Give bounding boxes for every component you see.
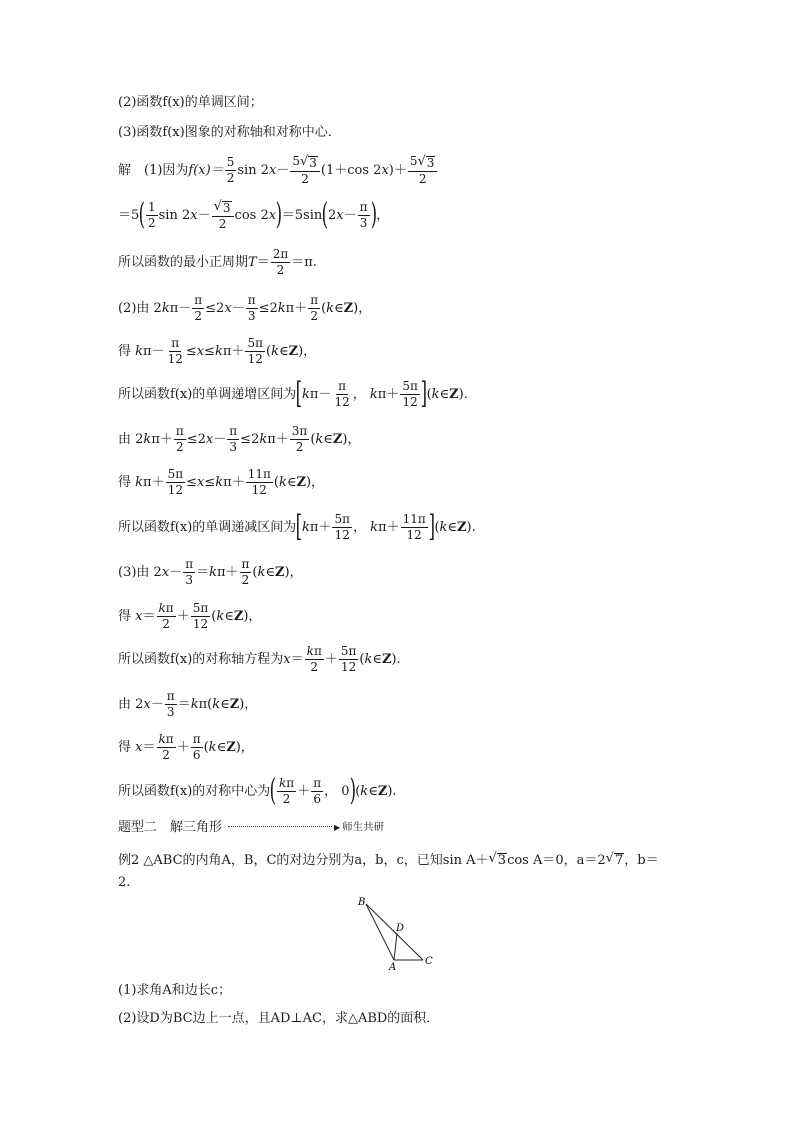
fraction: $\frac{11\pi}{12}$	[402, 511, 426, 542]
example-text: cos A＝0，a＝2	[507, 852, 606, 868]
solution-decreasing-interval	[118, 510, 704, 544]
solution-part-2-line-4	[118, 466, 704, 498]
section-heading	[118, 821, 704, 834]
fraction: $\frac{\pi}{3}$	[247, 292, 256, 323]
math: (k∈Z).	[355, 783, 397, 799]
sqrt-3: √ 3	[488, 851, 507, 869]
fraction: $\frac{\pi}{2}$	[310, 292, 319, 323]
fraction: $\frac{\pi}{12}$	[334, 378, 350, 409]
math: ＝kπ＋	[196, 564, 239, 580]
sqrt-7: √ 7	[605, 851, 624, 869]
solution-axis-of-symmetry	[118, 643, 704, 675]
example-question-2	[118, 1012, 704, 1025]
math: (k∈Z).	[434, 519, 476, 535]
math: ， kπ＋	[352, 386, 400, 402]
solution-part-2-line-2	[118, 335, 704, 367]
bracket: [	[295, 376, 303, 411]
paren: )	[349, 773, 356, 808]
example-question-1	[118, 984, 704, 997]
paren: )	[275, 197, 283, 232]
fraction: $\frac{5\pi}{12}$	[334, 511, 350, 542]
text: 所以函数的最小正周期	[118, 254, 249, 270]
fraction: $\frac{k\pi}{2}$	[279, 775, 295, 806]
dotted-leader	[228, 826, 332, 827]
math: ， 0	[324, 783, 350, 799]
math: (k∈Z).	[426, 386, 468, 402]
math: 2x－	[131, 696, 164, 712]
math: ＝5	[118, 207, 140, 223]
fraction: $\frac{2\pi}{2}$	[272, 246, 289, 277]
fraction: $\frac{\pi}{12}$	[167, 335, 183, 366]
math: ， kπ＋	[352, 519, 400, 535]
math: ＋	[324, 651, 338, 667]
section-title: 题型二 解三角形	[118, 820, 223, 835]
math: (k∈Z).	[359, 651, 401, 667]
math: ≤x≤kπ＋	[186, 474, 245, 490]
text: 所以函数f(x)的单调递减区间为	[118, 519, 297, 535]
solution-part-3-line-1	[118, 556, 704, 588]
fraction: $\frac{\pi}{6}$	[192, 731, 201, 762]
bracket: [	[295, 509, 303, 544]
fraction: $\frac{\pi}{3}$	[185, 556, 194, 587]
math: (k∈Z)，	[252, 564, 303, 580]
fraction: $\frac{\pi}{2}$	[194, 292, 203, 323]
text: 由	[118, 696, 132, 712]
math: kπ－	[302, 386, 332, 402]
math: ，	[376, 207, 390, 223]
paren: (	[321, 197, 329, 232]
math: ＝5sin	[281, 207, 323, 223]
example-text: 例2 △ABC的内角A，B，C的对边分别为a，b，c，已知sin A＋	[118, 852, 489, 868]
fraction: $\frac{5}{2}$	[226, 154, 235, 185]
text: 得	[118, 739, 132, 755]
solution-part-3-line-4	[118, 731, 704, 763]
arrow-right-icon: ▶	[334, 822, 341, 832]
solution-part-1-line-1	[118, 154, 704, 186]
fraction: $\frac{3\pi}{2}$	[291, 423, 308, 454]
bracket: ]	[420, 376, 427, 411]
fraction: 5 √ 3 2	[290, 155, 320, 185]
fraction: $\frac{5\pi}{12}$	[167, 466, 184, 497]
solution-part-2-line-3	[118, 423, 704, 455]
math: ≤2kπ＋	[258, 300, 308, 316]
math: (k∈Z)，	[273, 474, 325, 490]
label-b: B	[358, 897, 366, 908]
math: x＝	[135, 739, 156, 755]
fraction: $\frac{\pi}{2}$	[241, 556, 250, 587]
fraction: 5 √ 3 2	[408, 155, 438, 185]
paren: (	[269, 773, 277, 808]
text: 所以函数f(x)的对称中心为	[118, 783, 271, 799]
solution-part-1-line-2	[118, 198, 704, 232]
fraction: $\frac{k\pi}{2}$	[306, 643, 322, 674]
label-c: C	[425, 956, 433, 967]
fraction: √ 3 2	[212, 200, 234, 230]
solution-part-3-line-3	[118, 688, 704, 720]
text: 所以函数f(x)的单调递增区间为	[118, 386, 297, 402]
math: sin 2x－	[158, 207, 211, 223]
text: 解 (1)因为	[118, 162, 189, 178]
text: 由	[118, 431, 132, 447]
example-text: ，b＝	[624, 852, 659, 868]
text: f(x)＝	[188, 162, 224, 178]
text: (1)求角A和边长c；	[118, 983, 232, 998]
example-2-line-2	[118, 876, 704, 889]
text: (2)函数f(x)的单调区间；	[118, 95, 263, 110]
math: (k∈Z)，	[266, 343, 317, 359]
math: ≤2x－	[205, 300, 245, 316]
math: ≤2kπ＋	[240, 431, 289, 447]
fraction: $\frac{5\pi}{12}$	[402, 378, 418, 409]
text: 2.	[118, 875, 131, 890]
math: cos 2x	[234, 207, 277, 223]
math: (k∈Z)，	[321, 300, 372, 316]
math: ＋	[176, 608, 190, 624]
fraction: $\frac{1}{2}$	[148, 199, 156, 230]
fraction: $\frac{11\pi}{12}$	[247, 466, 271, 497]
math: (k∈Z)，	[310, 431, 361, 447]
text: (3)函数f(x)图象的对称轴和对称中心．	[118, 125, 341, 140]
math: ≤2x－	[186, 431, 227, 447]
math: kπ＋	[302, 519, 332, 535]
paren: )	[370, 197, 377, 232]
math: x＝	[135, 608, 156, 624]
section-tag: 师生共研	[342, 821, 385, 834]
bracket: ]	[428, 509, 435, 544]
fraction: $\frac{\pi}{3}$	[229, 423, 238, 454]
label-d: D	[396, 923, 405, 934]
question-part-2	[118, 96, 704, 109]
fraction: $\frac{5\pi}{12}$	[192, 600, 209, 631]
math: sin 2x－	[237, 162, 290, 178]
math: x＝	[283, 651, 304, 667]
solution-center-of-symmetry	[118, 774, 704, 808]
math: 2kπ＋	[131, 431, 173, 447]
math: ＋	[297, 783, 311, 799]
math: 2x－	[149, 564, 183, 580]
label-a: A	[389, 962, 397, 971]
math: ＝kπ(k∈Z)，	[177, 696, 258, 712]
paren: (	[138, 197, 146, 232]
math: kπ＋	[135, 474, 165, 490]
question-part-3	[118, 126, 704, 139]
math: (k∈Z)，	[211, 608, 262, 624]
math: kπ－	[135, 343, 165, 359]
math: 2kπ－	[149, 300, 192, 316]
solution-increasing-interval	[118, 377, 704, 411]
example-2-line-1	[118, 848, 704, 872]
solution-period	[118, 246, 704, 278]
solution-part-2-line-1	[118, 292, 704, 324]
text: 得	[118, 474, 132, 490]
fraction: $\frac{k\pi}{2}$	[158, 731, 174, 762]
math: ＝π.	[291, 254, 317, 270]
math: ＋	[176, 739, 190, 755]
solution-part-3-line-2	[118, 600, 704, 632]
math: (k∈Z)，	[203, 739, 254, 755]
fraction: $\frac{\pi}{3}$	[359, 199, 368, 230]
text: 得	[118, 343, 132, 359]
fraction: $\frac{k\pi}{2}$	[158, 600, 174, 631]
math: (1＋cos 2x)＋	[320, 162, 407, 178]
segment-ba	[366, 904, 394, 960]
text: 所以函数f(x)的对称轴方程为	[118, 651, 284, 667]
text: (2)由	[118, 300, 150, 316]
fraction: $\frac{\pi}{3}$	[166, 688, 175, 719]
text: 得	[118, 608, 132, 624]
segment-ad	[394, 933, 397, 960]
text: (2)设D为BC边上一点，且AD⊥AC，求△ABD的面积．	[118, 1011, 440, 1026]
math: ≤x≤kπ＋	[185, 343, 245, 359]
math: 2x－	[328, 207, 357, 223]
fraction: $\frac{\pi}{2}$	[175, 423, 184, 454]
fraction: $\frac{5\pi}{12}$	[247, 335, 263, 366]
math: T＝	[248, 254, 270, 270]
triangle-diagram	[350, 893, 440, 971]
text: (3)由	[118, 564, 150, 580]
fraction: $\frac{\pi}{6}$	[313, 775, 322, 806]
fraction: $\frac{5\pi}{12}$	[340, 643, 357, 674]
